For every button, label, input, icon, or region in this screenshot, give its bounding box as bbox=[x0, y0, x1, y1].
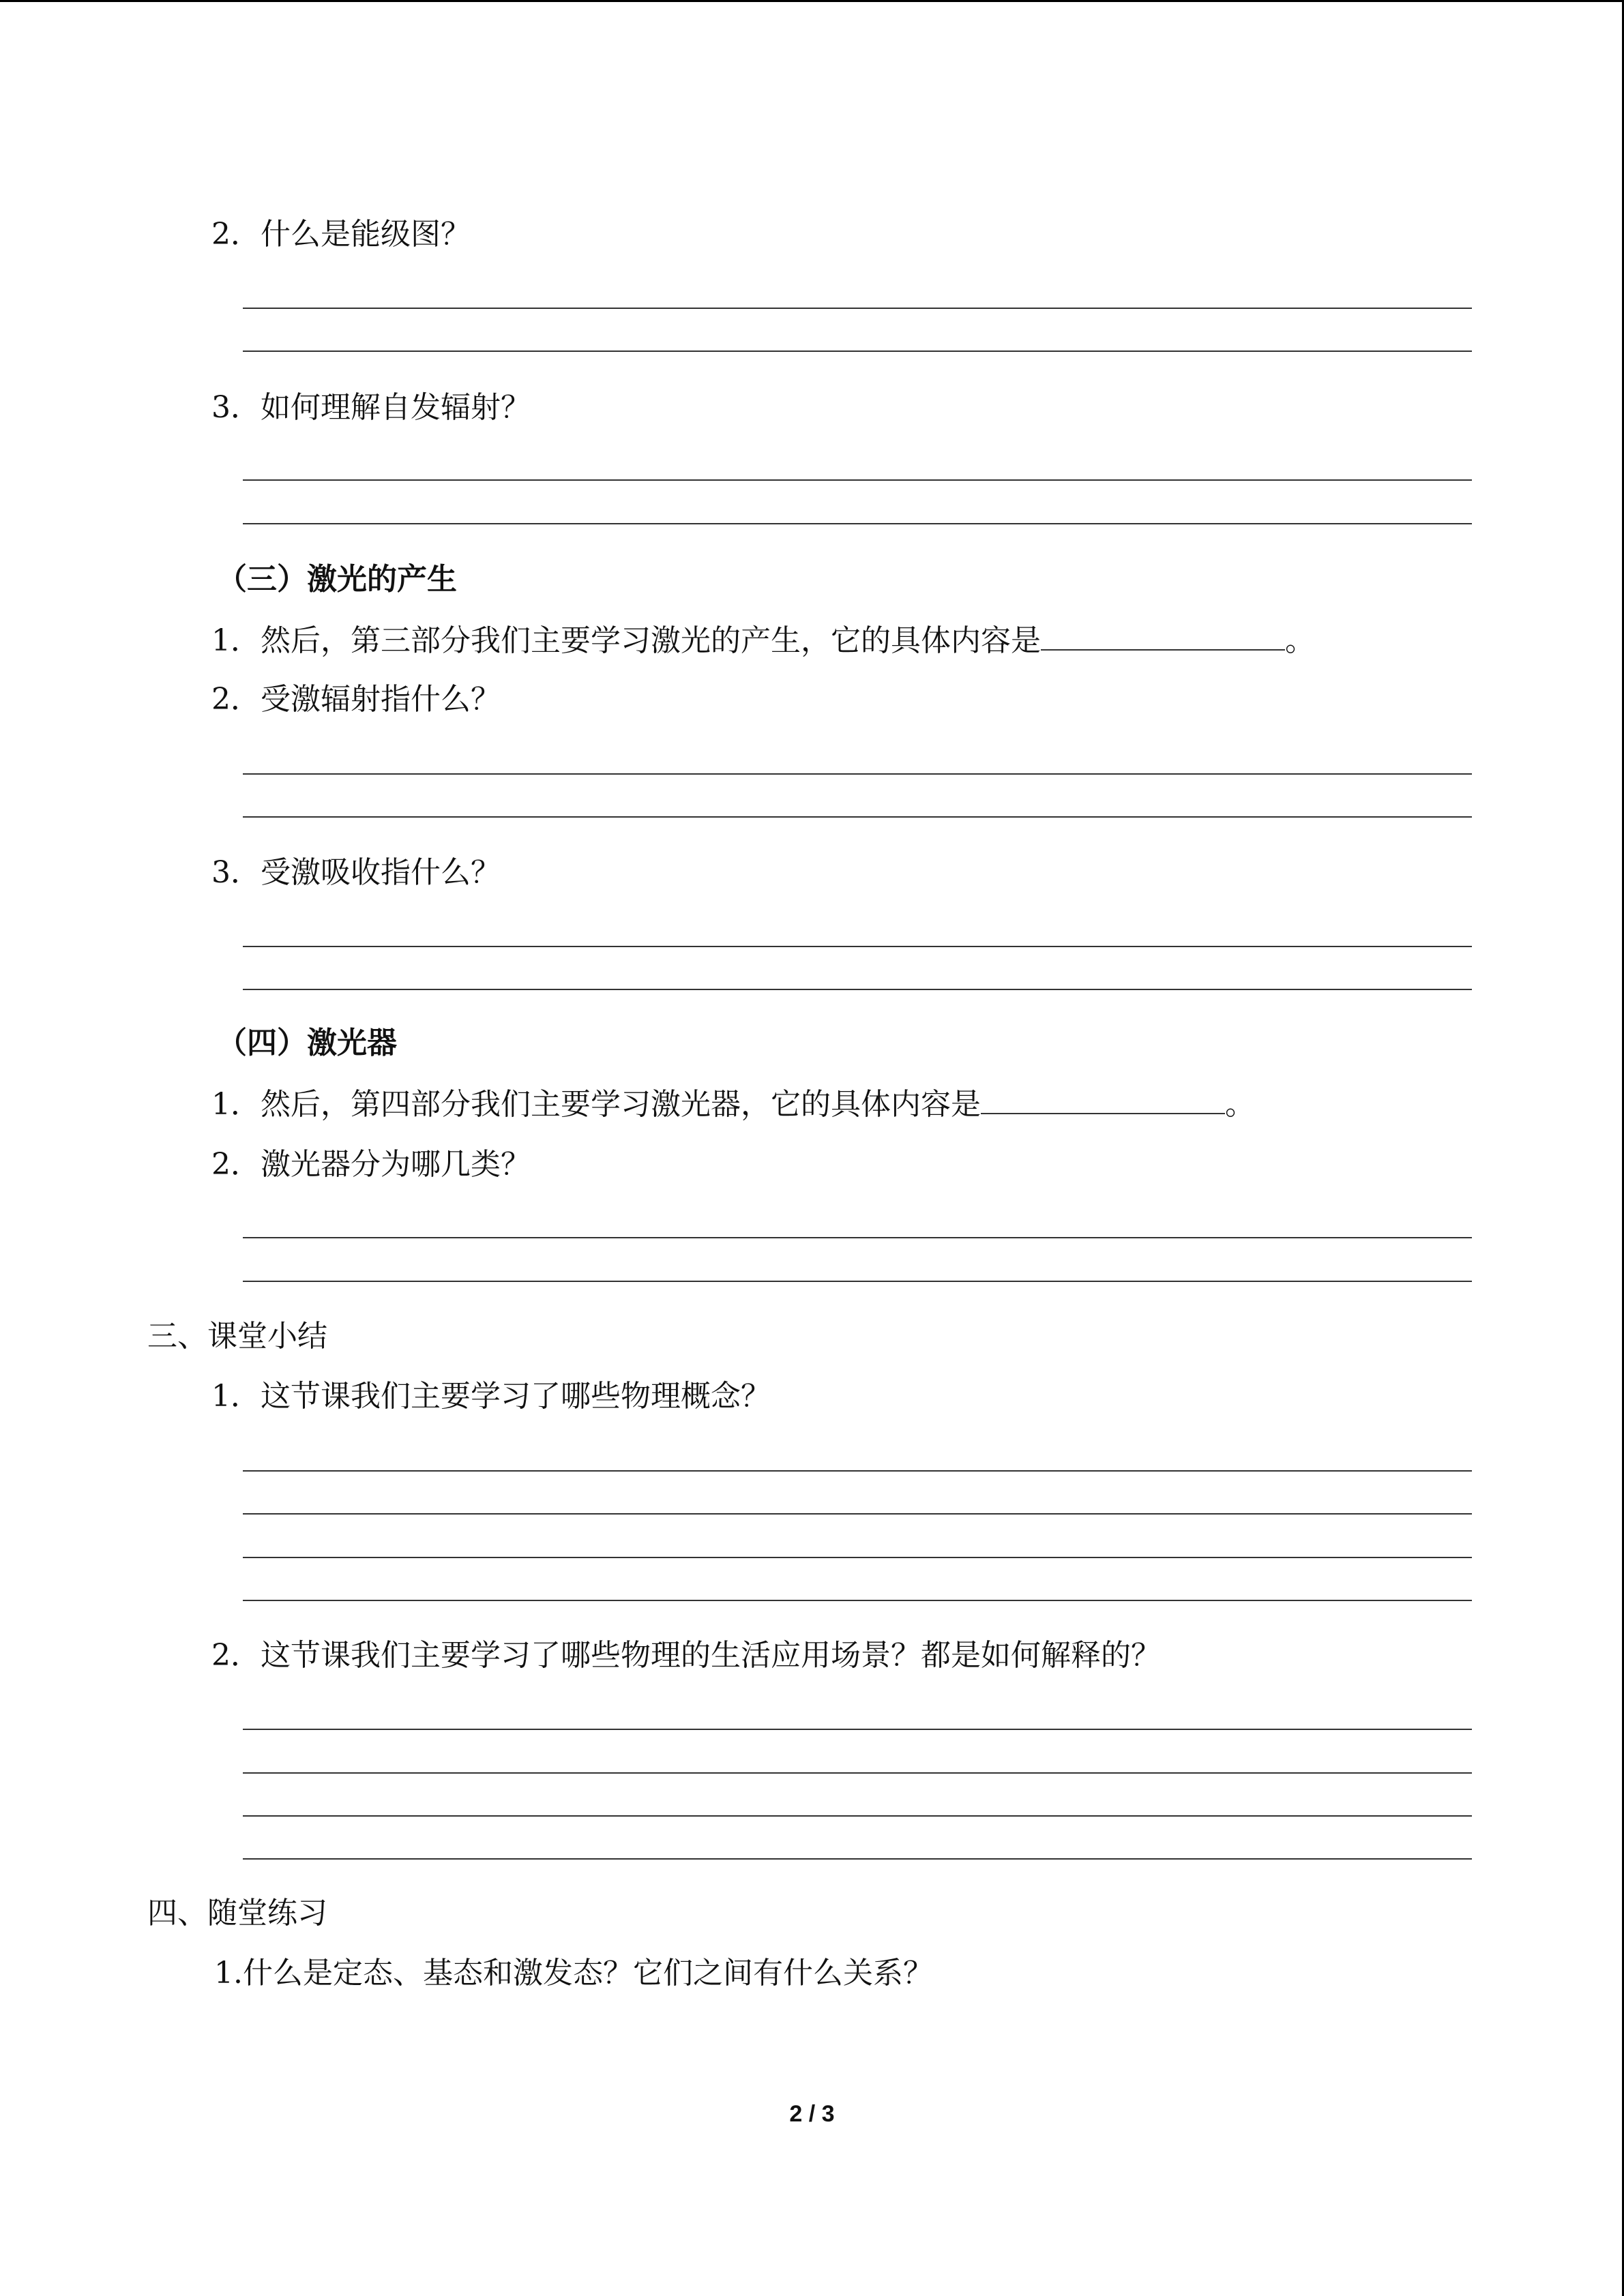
answer-line[interactable] bbox=[243, 1858, 1472, 1860]
answer-line[interactable] bbox=[243, 1237, 1472, 1238]
question-1-part-4 bbox=[211, 1086, 1255, 1124]
question-1-part-3-end: 。 bbox=[1285, 623, 1315, 658]
answer-line[interactable] bbox=[243, 308, 1472, 309]
answer-line[interactable] bbox=[243, 1729, 1472, 1730]
question-1-part-4-end: 。 bbox=[1225, 1087, 1255, 1122]
part-3-title bbox=[217, 561, 457, 599]
question-1-practice: 1.什么是定态、基态和激发态？它们之间有什么关系？ bbox=[214, 1956, 933, 1991]
question-1-part-3-text: 1．然后，第三部分我们主要学习激光的产生，它的具体内容是 bbox=[211, 623, 1041, 658]
question-1-part-4-text: 1．然后，第四部分我们主要学习激光器，它的具体内容是 bbox=[211, 1087, 981, 1122]
part-3-title-text: （三）激光的产生 bbox=[217, 562, 457, 597]
question-1-part-3 bbox=[211, 622, 1315, 660]
answer-line[interactable] bbox=[243, 1815, 1472, 1817]
answer-line[interactable] bbox=[243, 1600, 1472, 1601]
answer-line[interactable] bbox=[243, 1772, 1472, 1774]
answer-line[interactable] bbox=[243, 816, 1472, 818]
answer-line[interactable] bbox=[243, 1513, 1472, 1515]
section-4-title: 四、随堂练习 bbox=[147, 1896, 327, 1930]
part-4-title-text: （四）激光器 bbox=[217, 1026, 397, 1060]
fill-blank[interactable] bbox=[981, 1086, 1225, 1114]
question-3-stimulated-absorption: 3．受激吸收指什么？ bbox=[211, 855, 501, 890]
question-2-laser-types: 2．激光器分为哪几类？ bbox=[211, 1147, 531, 1182]
answer-line[interactable] bbox=[243, 523, 1472, 524]
answer-line[interactable] bbox=[243, 1470, 1472, 1472]
question-3-spontaneous-emission: 3．如何理解自发辐射？ bbox=[211, 390, 531, 425]
question-1-summary: 1．这节课我们主要学习了哪些物理概念？ bbox=[211, 1379, 771, 1414]
page-border-top bbox=[0, 0, 1624, 2]
answer-line[interactable] bbox=[243, 479, 1472, 481]
fill-blank[interactable] bbox=[1041, 622, 1285, 651]
question-2-energy-level: 2．什么是能级图？ bbox=[211, 217, 471, 252]
answer-line[interactable] bbox=[243, 989, 1472, 990]
part-4-title bbox=[217, 1024, 397, 1062]
question-2-summary: 2．这节课我们主要学习了哪些物理的生活应用场景？都是如何解释的？ bbox=[211, 1638, 1161, 1673]
answer-line[interactable] bbox=[243, 1281, 1472, 1282]
answer-line[interactable] bbox=[243, 351, 1472, 352]
answer-line[interactable] bbox=[243, 773, 1472, 775]
section-3-title: 三、课堂小结 bbox=[147, 1319, 327, 1354]
page-number: 2 / 3 bbox=[789, 2101, 835, 2127]
answer-line[interactable] bbox=[243, 1557, 1472, 1558]
question-2-stimulated-emission: 2．受激辐射指什么？ bbox=[211, 682, 501, 717]
answer-line[interactable] bbox=[243, 946, 1472, 947]
